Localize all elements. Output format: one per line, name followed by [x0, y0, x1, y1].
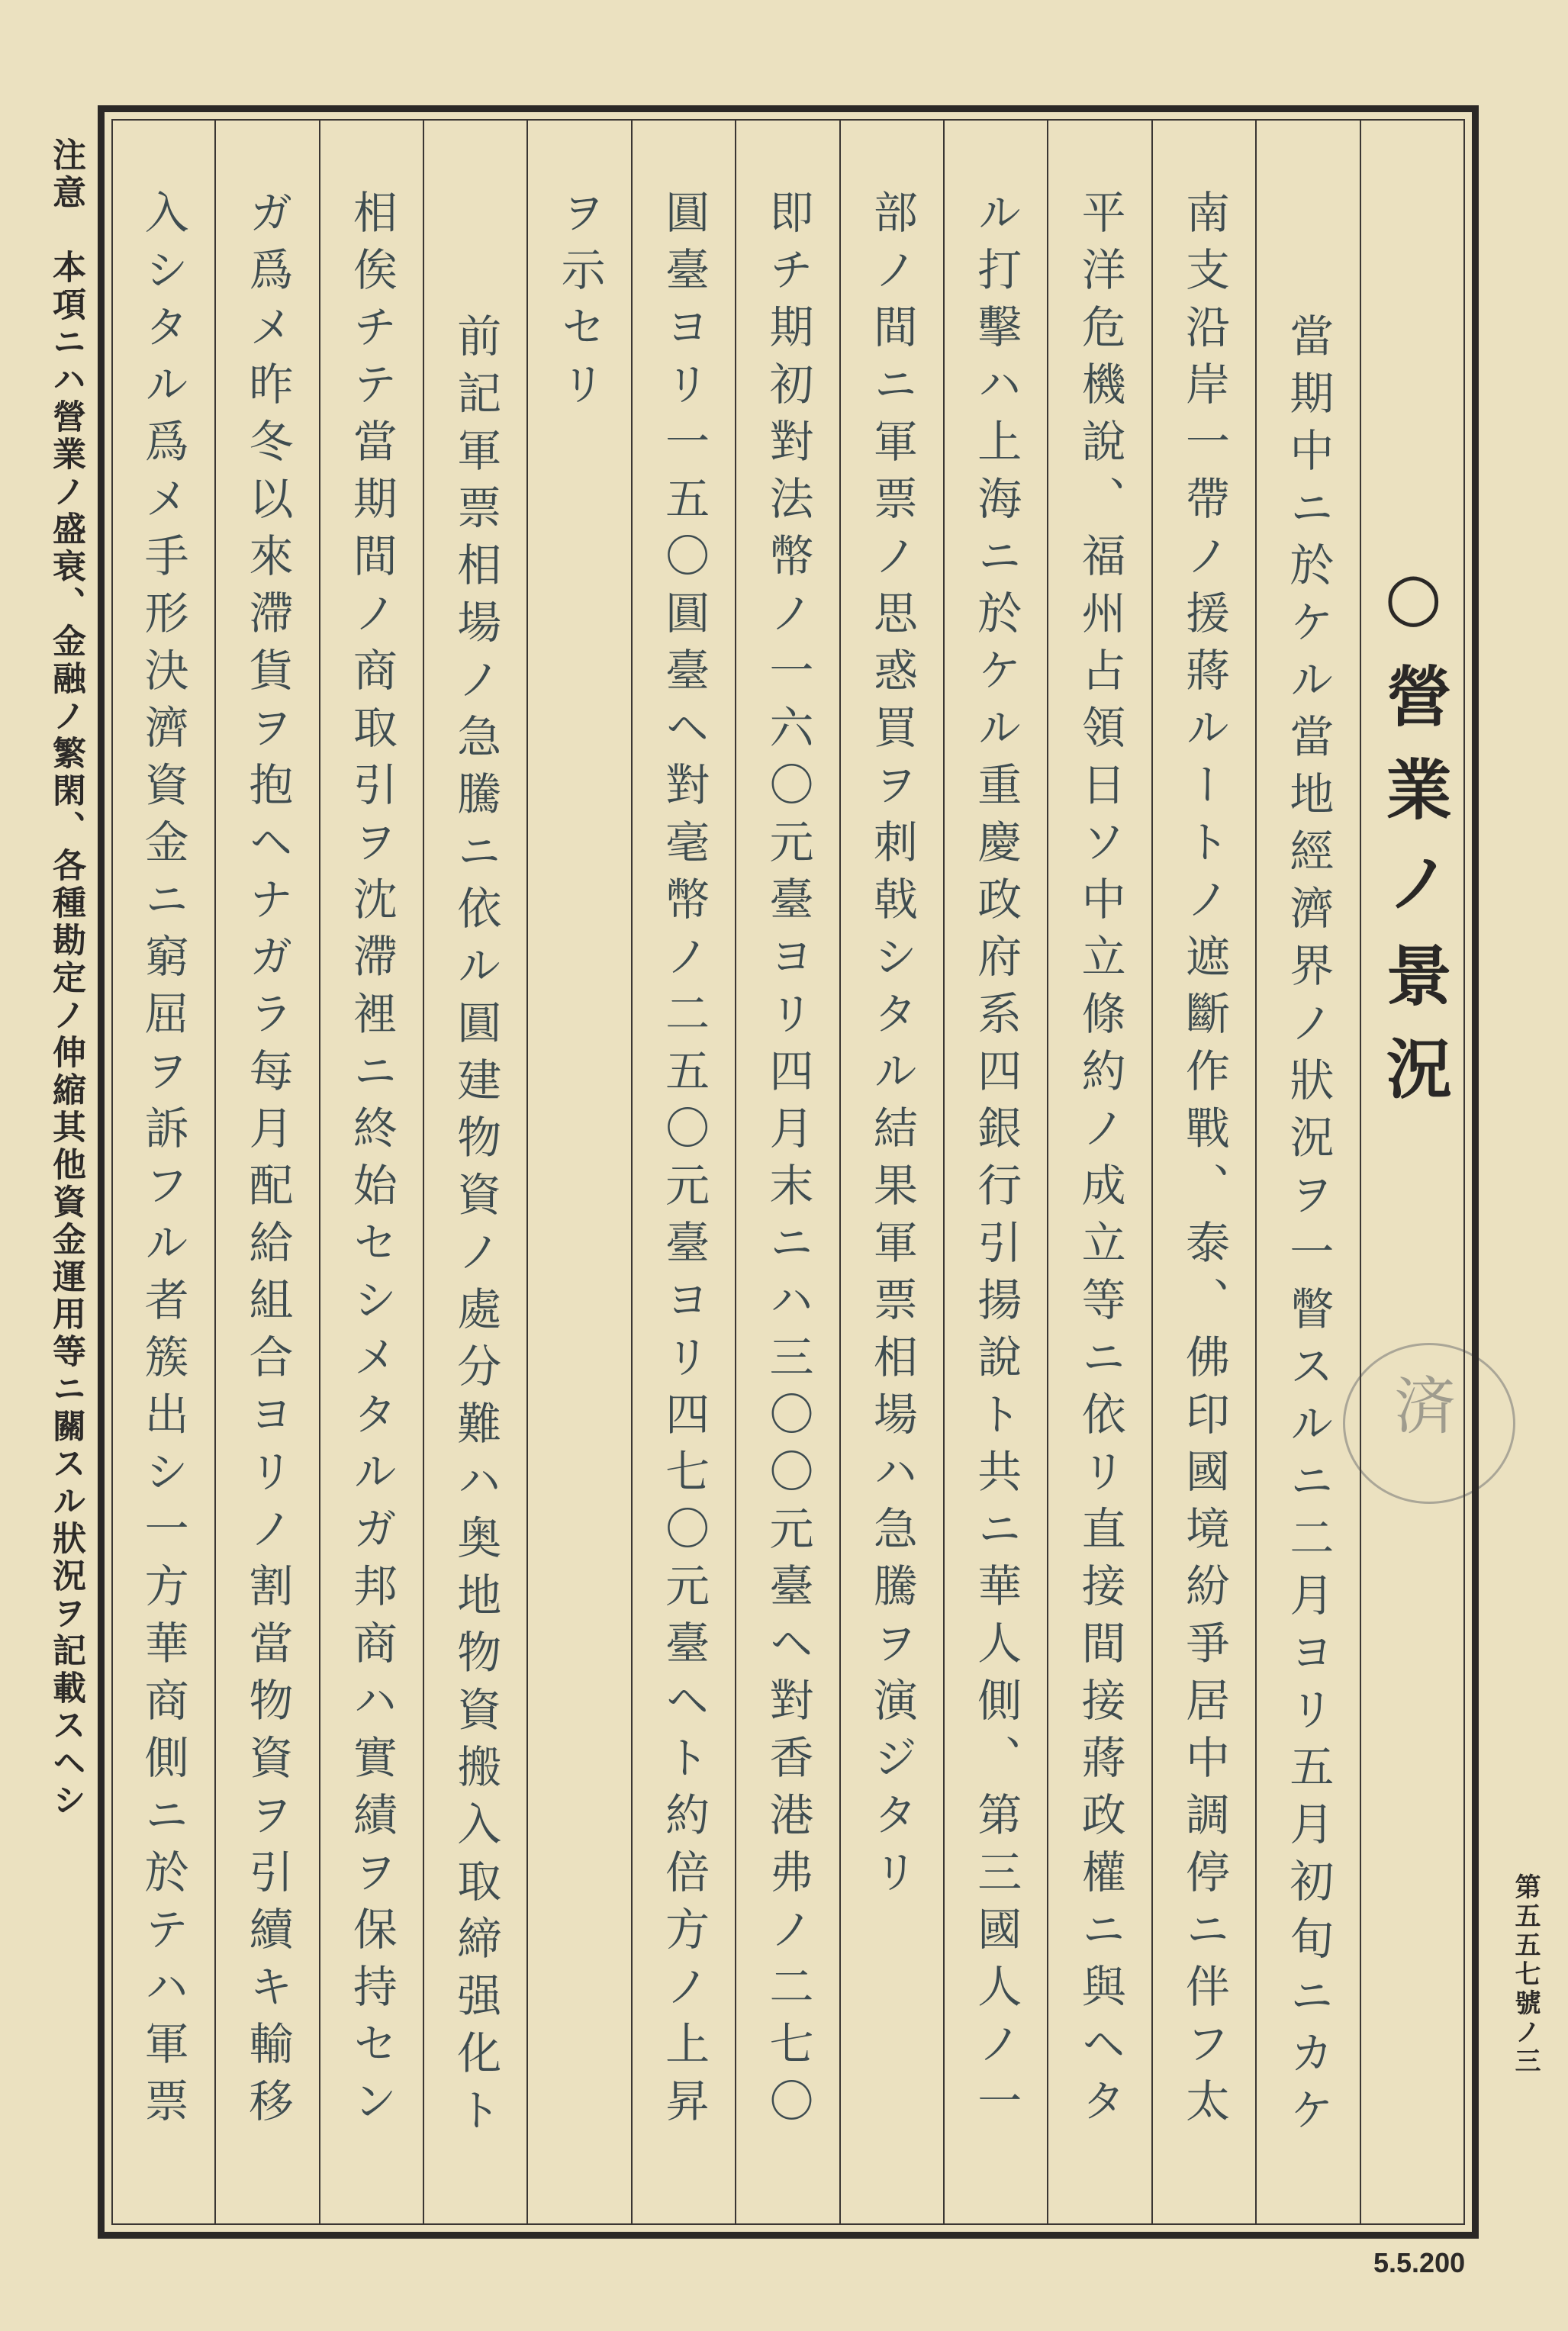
section-title: ○營業ノ景況: [1374, 558, 1452, 1128]
document-number: 第五五七號ノ三: [1510, 1873, 1541, 2076]
text-column: [841, 119, 945, 2225]
text-column: [633, 119, 736, 2225]
text-column: [424, 119, 528, 2225]
text-columns: [111, 119, 1465, 2225]
print-code: 5.5.200: [1373, 2247, 1466, 2278]
paragraph-line: 前記軍票相場ノ急騰ニ依ル圓建物資ノ處分難ハ奥地物資搬入取締强化ト: [449, 313, 502, 2144]
paragraph-line: 即チ期初對法幣ノ一六〇元臺ヨリ四月末ニハ三〇〇元臺ヘ對香港弗ノ二七〇: [761, 189, 814, 2135]
paragraph-line: ル打擊ハ上海ニ於ケル重慶政府系四銀行引揚說ト共ニ華人側、第三國人ノ一: [970, 189, 1022, 2135]
paragraph-line: 部ノ間ニ軍票ノ思惑買ヲ刺戟シタル結果軍票相場ハ急騰ヲ演ジタリ: [865, 189, 918, 1906]
text-column: [320, 119, 424, 2225]
text-column: [528, 119, 632, 2225]
text-column: [945, 119, 1048, 2225]
paragraph-line: 當期中ニ於ケル當地經濟界ノ狀況ヲ一瞥スルニ二月ヨリ五月初旬ニカケ: [1282, 313, 1335, 2144]
text-column: [736, 119, 840, 2225]
text-column: [1048, 119, 1152, 2225]
text-column: [1153, 119, 1257, 2225]
text-column: [1257, 119, 1360, 2225]
paragraph-line: ガ爲メ昨冬以來滯貨ヲ抱ヘナガラ每月配給組合ヨリノ割當物資ヲ引續キ輸移: [241, 189, 294, 2135]
text-column: [216, 119, 320, 2225]
pencil-annotation: 済: [1384, 1373, 1455, 1434]
margin-note: 注意 本項ニハ營業ノ盛衰、金融ノ繁閑、各種勘定ノ伸縮其他資金運用等ニ關スル狀況ヲ記載スヘシ: [47, 137, 85, 1820]
paragraph-line: 入シタル爲メ手形決濟資金ニ窮屈ヲ訴フル者簇出シ一方華商側ニ於テハ軍票: [137, 189, 189, 2135]
text-column: [111, 119, 216, 2225]
paragraph-line: 南支沿岸一帶ノ援蔣ルートノ遮斷作戰、泰、佛印國境紛爭居中調停ニ伴フ太: [1178, 189, 1231, 2135]
paragraph-line: 相俟チテ當期間ノ商取引ヲ沈滯裡ニ終始セシメタルガ邦商ハ實績ヲ保持セン: [345, 189, 398, 2135]
paragraph-line: 平洋危機說、福州占領日ソ中立條約ノ成立等ニ依リ直接間接蔣政權ニ與ヘタ: [1074, 189, 1126, 2135]
title-column: [1361, 119, 1465, 2225]
paragraph-line: ヲ示セリ: [553, 189, 606, 418]
paragraph-line: 圓臺ヨリ一五〇圓臺ヘ對毫幣ノ二五〇元臺ヨリ四七〇元臺ヘト約倍方ノ上昇: [658, 189, 710, 2135]
